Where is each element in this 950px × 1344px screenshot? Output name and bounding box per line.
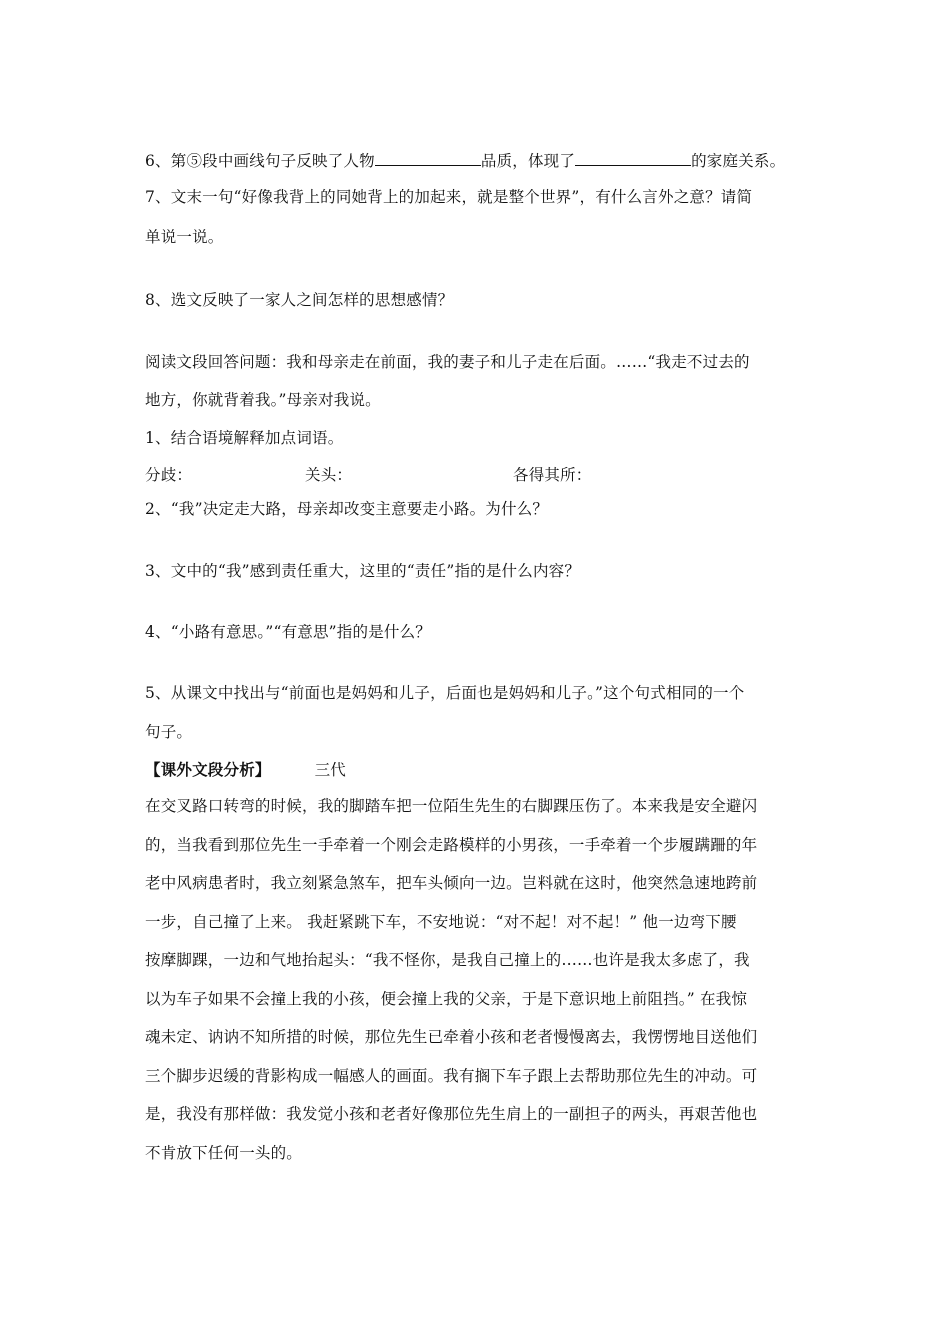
question-6 — [145, 150, 815, 172]
extra-heading-label: 【课外文段分析】 — [145, 760, 271, 779]
passage-line: 魂未定、讷讷不知所措的时候，那位先生已牵着小孩和老者慢慢离去，我愣愣地目送他们 — [145, 1028, 758, 1046]
passage-line: 不肯放下任何一头的。 — [145, 1144, 303, 1162]
question-6-text-end: 的家庭关系。 — [691, 152, 786, 170]
question-6-text-middle: 品质，体现了 — [480, 152, 576, 170]
reading-intro-line-1: 阅读文段回答问题：我和母亲走在前面，我的妻子和儿子走在后面。……“我走不过去的 — [145, 353, 750, 371]
reading-question-5-line-2: 句子。 — [145, 723, 193, 741]
passage-line: 三个脚步迟缓的背影构成一幅感人的画面。我有搁下车子跟上去帮助那位先生的冲动。可 — [145, 1067, 758, 1085]
reading-question-4: 4、“小路有意思。”“有意思”指的是什么？ — [145, 623, 432, 641]
term-fenqi: 分歧： — [145, 466, 193, 484]
question-7-line-1: 7、文末一句“好像我背上的同她背上的加起来，就是整个世界”，有什么言外之意？请简 — [145, 188, 753, 206]
extra-section-heading — [145, 759, 815, 781]
passage-line: 一步，自己撞了上来。 我赶紧跳下车，不安地说：“对不起！对不起！” 他一边弯下腰 — [145, 913, 737, 931]
term-row — [145, 464, 815, 486]
reading-question-3: 3、文中的“我”感到责任重大，这里的“责任”指的是什么内容？ — [145, 562, 581, 580]
answer-blank-quality[interactable] — [375, 151, 481, 166]
term-gedeqisuo: 各得其所： — [513, 466, 592, 484]
passage-line: 的，当我看到那位先生一手牵着一个刚会走路模样的小男孩，一手牵着一个步履蹒跚的年 — [145, 836, 758, 854]
reading-question-1: 1、结合语境解释加点词语。 — [145, 429, 344, 447]
term-guantou: 关头： — [305, 466, 353, 484]
question-7-line-2: 单说一说。 — [145, 228, 224, 246]
reading-question-2: 2、“我”决定走大路，母亲却改变主意要走小路。为什么？ — [145, 500, 549, 518]
passage-line: 是，我没有那样做：我发觉小孩和老者好像那位先生肩上的一副担子的两头，再艰苦他也 — [145, 1105, 758, 1123]
reading-question-5-line-1: 5、从课文中找出与“前面也是妈妈和儿子，后面也是妈妈和儿子。”这个句式相同的一个 — [145, 684, 745, 702]
passage-line: 老中风病患者时，我立刻紧急煞车，把车头倾向一边。岂料就在这时，他突然急速地跨前 — [145, 874, 758, 892]
question-8: 8、选文反映了一家人之间怎样的思想感情？ — [145, 291, 454, 309]
answer-blank-family-relation[interactable] — [575, 151, 691, 166]
passage-line: 以为车子如果不会撞上我的小孩，便会撞上我的父亲，于是下意识地上前阻挡。” 在我惊 — [145, 990, 748, 1008]
passage-line: 按摩脚踝，一边和气地抬起头：“我不怪你，是我自己撞上的……也许是我太多虑了，我 — [145, 951, 750, 969]
question-6-text-start: 6、第⑤段中画线句子反映了人物 — [145, 152, 375, 170]
reading-intro-line-2: 地方，你就背着我。”母亲对我说。 — [145, 391, 381, 409]
passage-line: 在交叉路口转弯的时候，我的脚踏车把一位陌生先生的右脚踝压伤了。本来我是安全避闪 — [145, 797, 758, 815]
extra-passage-title: 三代 — [314, 761, 347, 779]
